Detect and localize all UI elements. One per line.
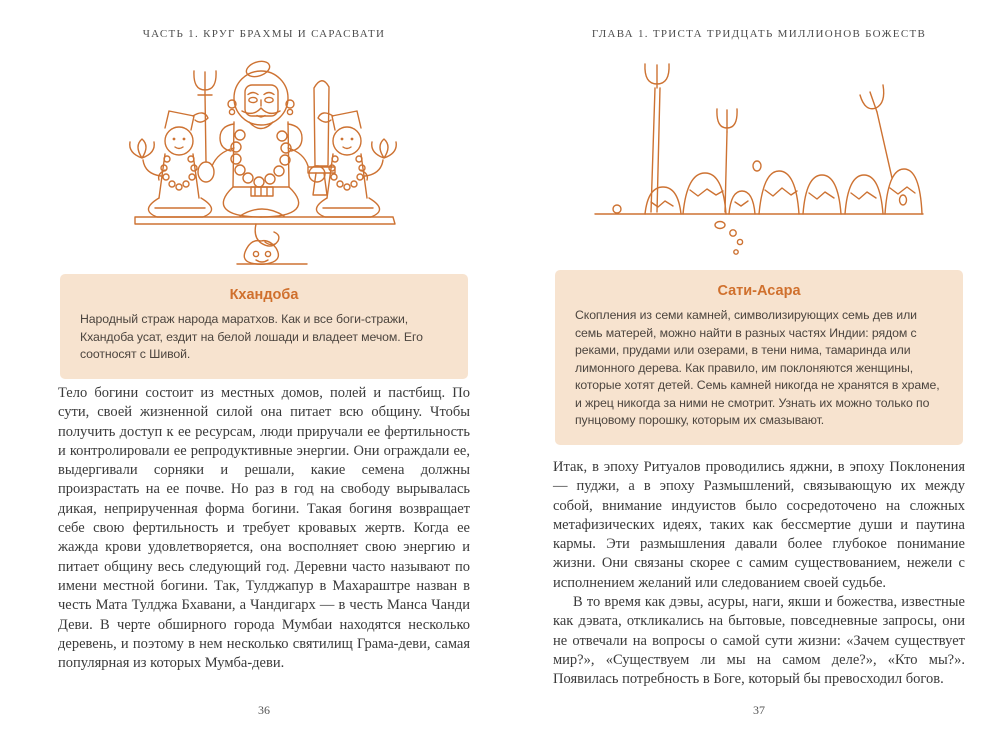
infobox-title: Кхандоба — [229, 287, 299, 303]
page-right — [553, 0, 965, 750]
body-text-right — [553, 458, 965, 690]
paragraph: Итак, в эпоху Ритуалов проводились яджни, в эпоху Поклонения — пуджи, а в эпоху Размышлений, связывающую их между собой, внимание индуистов было сосредоточено на сложных метафизических идеях, таких как бессмертие души и паутина кармы. Эти размышления давали более глубокое понимание жизни. Они связаны скорее с самим существованием, нежели с исполнением желаний или следованием своей судьбе. — [553, 459, 965, 591]
page-number-left: 36 — [258, 703, 270, 717]
infobox-text: Скопления из семи камней, символизирующих семь дев или семь матерей, можно найти в разных частях Индии: рядом с реками, прудами или озерами, в тени нима, тамаринда или лимонного дерева. Как правило, им поклоняются женщины, которые хотят детей. Семь камней никогда не хранятся в храме, и жрец никогда за ними не смотрит. Узнать их можно только по пунцовому порошку, которым их смазывают. — [575, 308, 940, 427]
sati-asara-illustration — [553, 52, 965, 264]
page-number-right: 37 — [753, 703, 765, 717]
infobox-title: Сати-Асара — [717, 283, 801, 299]
running-head-left: ЧАСТЬ 1. КРУГ БРАХМЫ И САРАСВАТИ — [142, 28, 386, 40]
page-left — [58, 0, 470, 750]
running-head-right: ГЛАВА 1. ТРИСТА ТРИДЦАТЬ МИЛЛИОНОВ БОЖЕСТВ — [591, 28, 927, 40]
paragraph: Тело богини состоит из местных домов, полей и пастбищ. По сути, своей жизненной силой она питает всю общину. Чтобы получить доступ к ее ресурсам, люди приручали ее фертильность и контролировали ее репродуктивные энергии. Они ограждали ее, выдергивали сорняки и решали, какие семена должны произрастать на ее почве. Но раз в год на свободу вырывалась дикая, неприрученная форма богини. Такая богиня возвращает себе свою фертильность и требует кровавых жертв. Когда ее жажда крови удовлетворяется, она восполняет свою энергию и питает общину весь следующий год. Деревни часто называют по имени местной богини. Так, Тулджапур в Махараштре назван в честь Мата Тулджа Бхавани, а Чандигарх — в честь Манса Чанди Деви. В черте обширного города Мумбаи находятся несколько деревень, и поэтому в нем несколько святилищ Грама-деви, самая популярная из которых Мумба-деви. — [58, 385, 470, 672]
paragraph: В то время как дэвы, асуры, наги, якши и божества, известные как дэвата, откликались на бытовые, повседневные запросы, они не отвечали на вопросы о самой сути жизни: «Зачем существует мир?», «Существуем ли мы на самом деле?», «Кто мы?». Появилась потребность в Боге, который бы превосходил богов. — [553, 594, 965, 688]
body-text-left — [58, 384, 470, 673]
khandoba-illustration — [58, 56, 470, 266]
infobox-khandoba — [60, 274, 468, 379]
khandoba-deity-drawing — [109, 56, 419, 266]
infobox-sati-asara — [555, 270, 963, 445]
infobox-text: Народный страж народа маратхов. Как и все боги-стражи, Кхандоба усат, ездит на белой лошади и владеет мечом. Его соотносят с Шивой. — [80, 312, 423, 361]
seven-stones-tridents-drawing — [589, 52, 929, 264]
